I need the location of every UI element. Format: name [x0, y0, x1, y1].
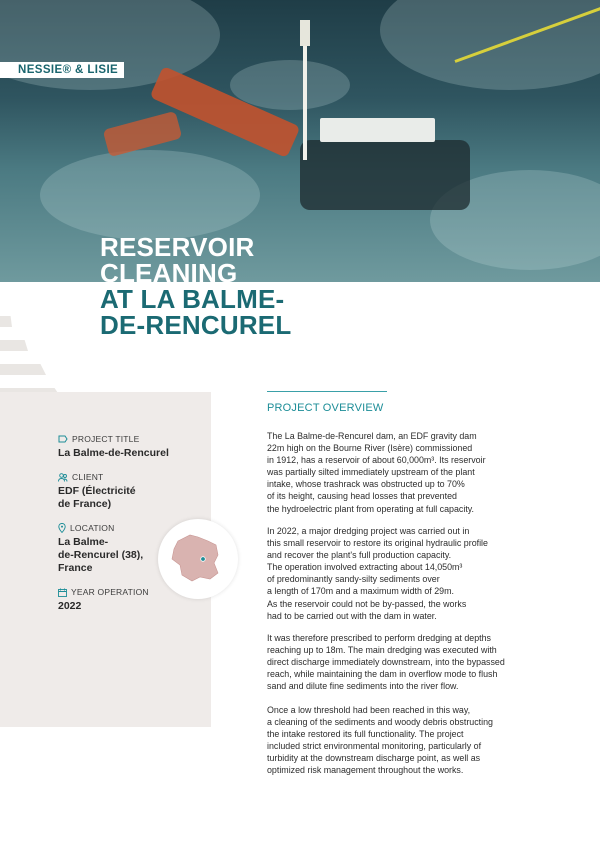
project-title-value: La Balme-de-Rencurel: [58, 447, 169, 459]
brand-name: NESSIE® & LISIE: [18, 64, 119, 76]
dredger-cabin: [320, 118, 435, 142]
calendar-icon: [58, 588, 67, 597]
client-value: EDF (Électricité de France): [58, 485, 136, 510]
year-value: 2022: [58, 600, 82, 612]
location-map: [158, 519, 238, 599]
france-map-icon: [158, 519, 238, 599]
title-line-1: RESERVOIR: [100, 232, 255, 262]
location-pin-icon: [58, 523, 66, 533]
location-value: La Balme- de-Rencurel (38), France: [58, 536, 144, 574]
hero-photo: [0, 0, 600, 282]
title-line-3: AT LA BALME-: [100, 284, 285, 314]
overview-text-3: It was therefore prescribed to perform dredging at depths reaching up to 18m. The main dredging was executed with direct discharge immediately downstream, into the bypassed reach, while maintaining the dam in overflow mode to flush sand and dilute fine sediments into the river flow.: [267, 633, 505, 692]
decor-stripe: [0, 340, 28, 351]
location-label: LOCATION: [70, 523, 115, 533]
decor-stripe: [0, 316, 12, 327]
project-title-label-row: [58, 434, 208, 444]
overview-paragraph-1: [267, 430, 537, 515]
year-label: YEAR OPERATION: [71, 587, 149, 597]
overview-heading: PROJECT OVERVIEW: [267, 402, 384, 414]
people-icon: [58, 473, 68, 482]
project-title-label: PROJECT TITLE: [72, 434, 140, 444]
dredger-body: [300, 140, 470, 210]
overview-text-4: Once a low threshold had been reached in this way, a cleaning of the sediments and woody debris obstructing the intake restored its full functionality. The project included strict environmental monitoring, particularly of turbidity at the downstream discharge point, as well as optimized risk management throughout the works.: [267, 705, 493, 776]
overview-paragraph-4: [267, 704, 537, 777]
title-line-2: CLEANING: [100, 258, 238, 288]
overview-paragraph-2: [267, 525, 537, 622]
tag-icon: [58, 435, 68, 443]
section-divider: [267, 391, 387, 392]
page-title: [100, 234, 291, 338]
overview-paragraph-3: [267, 632, 537, 692]
client-label-row: [58, 472, 208, 482]
title-line-4: DE-RENCUREL: [100, 310, 292, 340]
decor-stripe: [0, 364, 46, 375]
brand-tag: [0, 62, 124, 78]
overview-text-1: The La Balme-de-Rencurel dam, an EDF gravity dam 22m high on the Bourne River (Isère) commissioned in 1912, has a reservoir of about 60,000m³. Its reservoir was partially silted immediately upstream of the plant intake, whose trashrack was obstructed up to 70% of its height, causing head losses that prevented the hydroelectric plant from operating at full capacity.: [267, 431, 486, 514]
overview-text-2: In 2022, a major dredging project was carried out in this small reservoir to restore its original hydraulic profile and recover the plant's full production capacity. The operation involved extracting about 14,050m³ of predominantly sandy-silty sediments over a length of 170m and a maximum width of 29m. As the reservoir could not be by-passed, the works had to be carried out with the dam in water.: [267, 526, 488, 621]
client-label: CLIENT: [72, 472, 104, 482]
